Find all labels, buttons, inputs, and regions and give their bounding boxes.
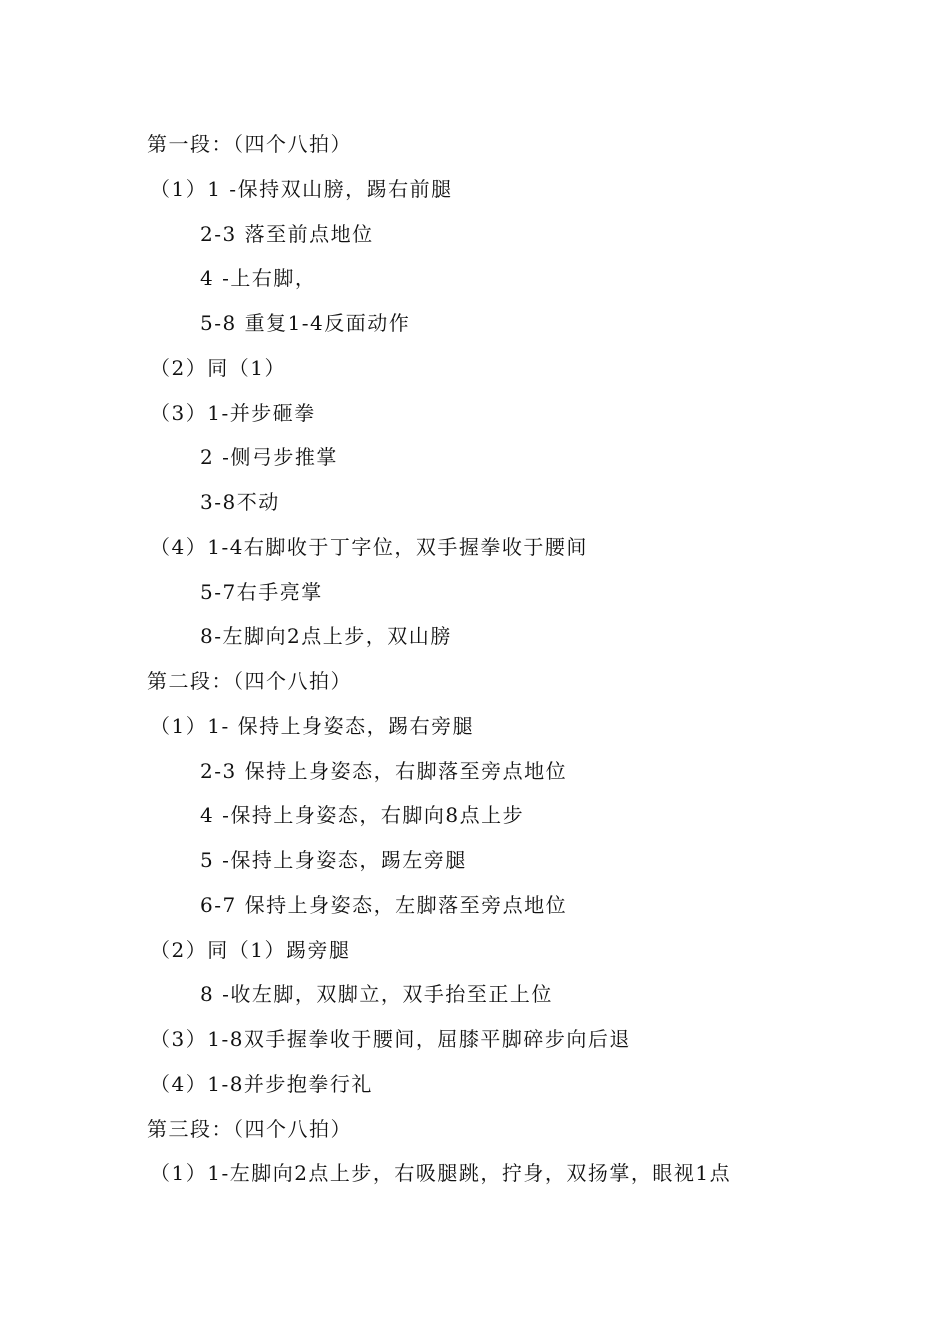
- step-subitem: 4 -保持上身姿态，右脚向8点上步: [200, 803, 525, 828]
- step-subitem: 4 -上右脚，: [200, 266, 317, 291]
- step-subitem: 5-7右手亮掌: [200, 579, 323, 604]
- step-item: （1）1 -保持双山膀，踢右前腿: [150, 176, 453, 201]
- step-subitem: 8-左脚向2点上步，双山膀: [200, 624, 452, 649]
- section-heading: 第一段：（四个八拍）: [147, 132, 352, 156]
- section-heading: 第二段：（四个八拍）: [147, 669, 352, 693]
- step-item: （2）同（1）踢旁腿: [150, 937, 351, 962]
- step-subitem: 2-3 落至前点地位: [200, 221, 374, 246]
- step-item: （2）同（1）: [150, 355, 286, 380]
- step-item: （4）1-4右脚收于丁字位，双手握拳收于腰间: [150, 534, 588, 559]
- step-subitem: 2-3 保持上身姿态，右脚落至旁点地位: [200, 758, 568, 783]
- section-heading: 第三段：（四个八拍）: [147, 1116, 352, 1141]
- step-item: （3）1-8双手握拳收于腰间，屈膝平脚碎步向后退: [150, 1027, 631, 1051]
- document-body: [0, 126, 950, 1200]
- step-subitem: 8 -收左脚，双脚立，双手抬至正上位: [200, 982, 553, 1007]
- step-subitem: 3-8不动: [200, 490, 280, 514]
- step-subitem: 5-8 重复1-4反面动作: [200, 311, 411, 335]
- step-subitem: 2 -侧弓步推掌: [200, 445, 338, 470]
- step-subitem: 5 -保持上身姿态，踢左旁腿: [200, 848, 467, 872]
- step-item: （4）1-8并步抱拳行礼: [150, 1071, 373, 1096]
- step-subitem: 6-7 保持上身姿态，左脚落至旁点地位: [200, 892, 568, 917]
- step-item: （1）1- 保持上身姿态，踢右旁腿: [150, 713, 475, 738]
- step-item: （3）1-并步砸拳: [150, 400, 316, 425]
- step-item: （1）1-左脚向2点上步，右吸腿跳，拧身，双扬掌，眼视1点: [150, 1161, 732, 1186]
